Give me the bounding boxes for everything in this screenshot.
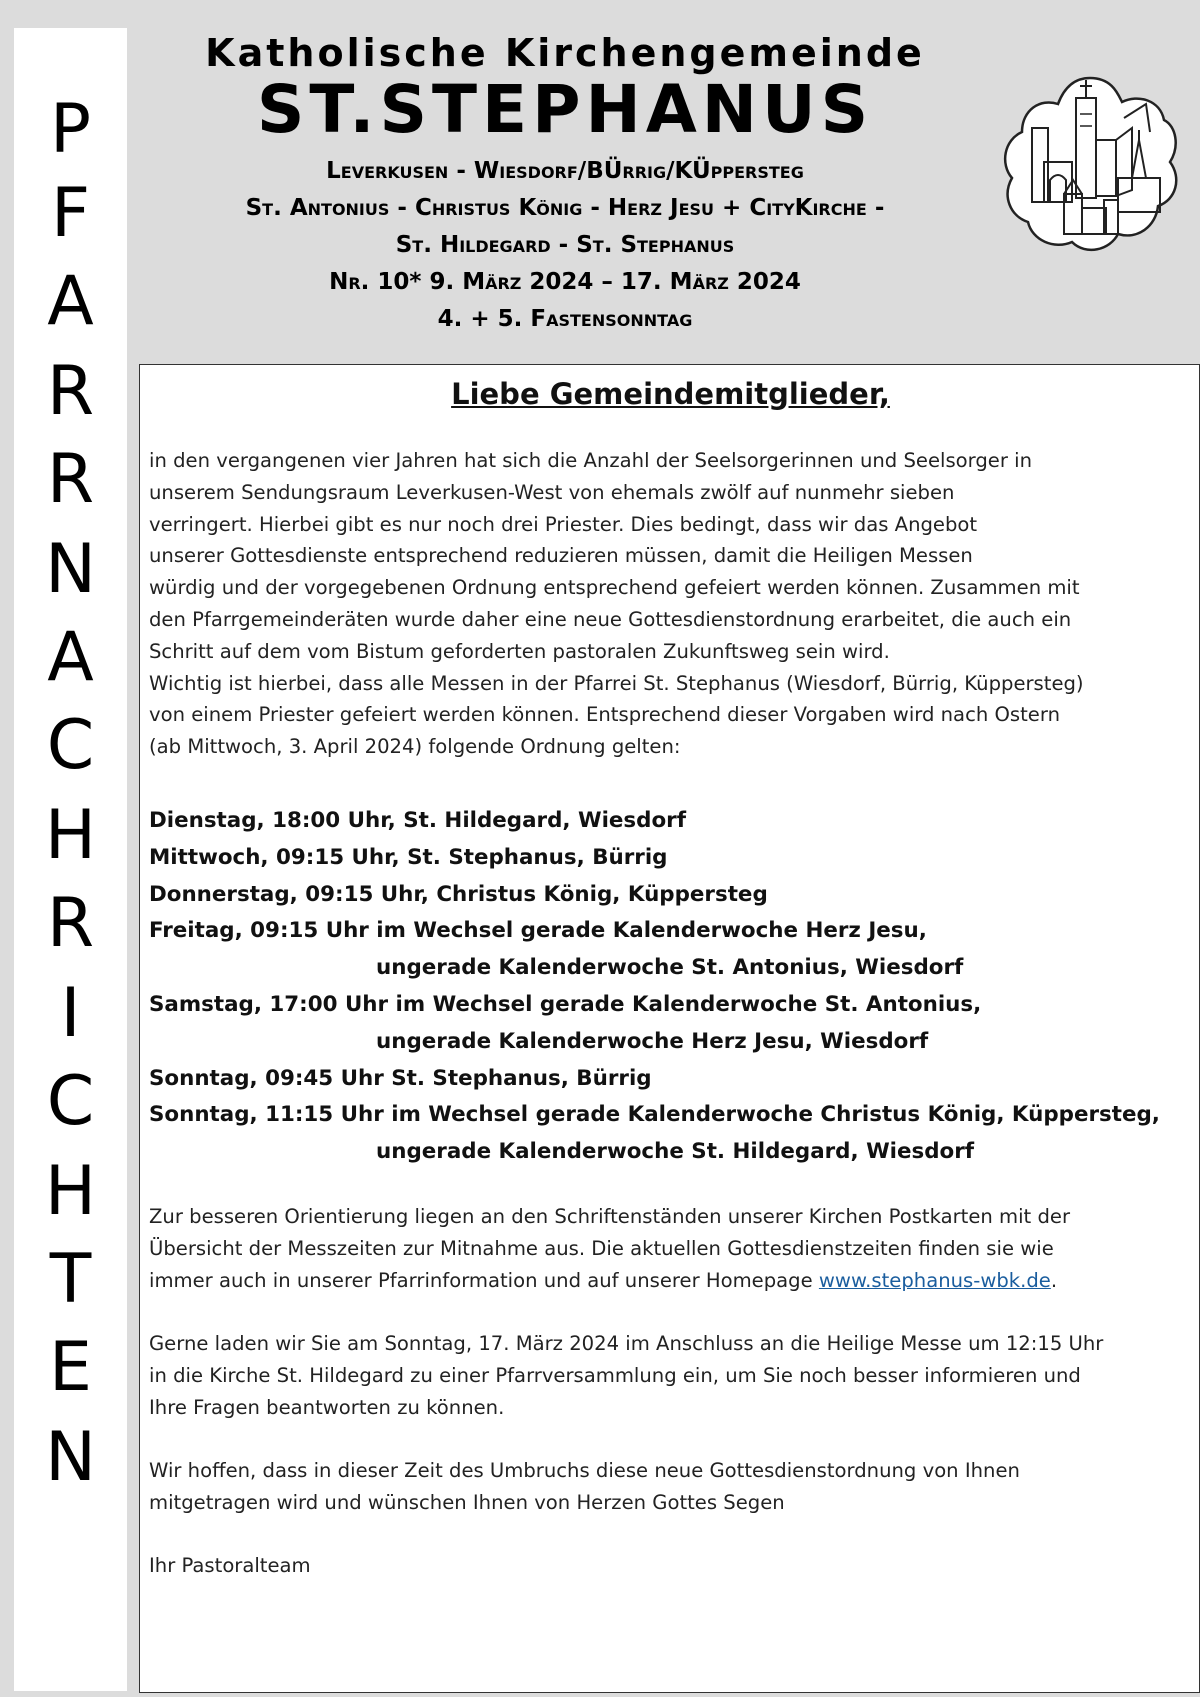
header-issue-dates: Nr. 10* 9. März 2024 – 17. März 2024 (329, 269, 801, 295)
schedule-line: Dienstag, 18:00 Uhr, St. Hildegard, Wiesdorf (149, 808, 687, 833)
schedule-line: ungerade Kalenderwoche St. Hildegard, Wiesdorf (376, 1139, 975, 1165)
churches-flower-logo-icon (1000, 70, 1180, 260)
orientation-line: Übersicht der Messzeiten zur Mitnahme aus. Die aktuellen Gottesdienstzeiten finden sie wie (149, 1236, 1054, 1260)
invitation-line: Gerne laden wir Sie am Sonntag, 17. März 2024 im Anschluss an die Heilige Messe um 12:15 Uhr (149, 1332, 1104, 1355)
intro-line: (ab Mittwoch, 3. April 2024) folgende Ordnung gelten: (149, 735, 681, 759)
schedule-line: Sonntag, 11:15 Uhr im Wechsel gerade Kalenderwoche Christus König, Küppersteg, (149, 1102, 1160, 1128)
side-title-letter: T (49, 1240, 92, 1319)
intro-line: Wichtig ist hierbei, dass alle Messen in der Pfarrei St. Stephanus (Wiesdorf, Bürrig, Küppersteg) (149, 671, 1084, 695)
mass-schedule (149, 803, 1199, 1171)
signature: Ihr Pastoralteam (149, 1554, 311, 1577)
intro-line: den Pfarrgemeinderäten wurde daher eine neue Gottesdienstordnung erarbeitet, die auch ein (149, 607, 1072, 631)
side-title-letter: C (46, 1062, 95, 1141)
intro-line: unserem Sendungsraum Leverkusen-West von ehemals zwölf auf nunmehr sieben (149, 480, 955, 504)
orientation-paragraph (149, 1201, 1194, 1296)
intro-line: verringert. Hierbei gibt es nur noch drei Priester. Dies bedingt, dass wir das Angebot (149, 512, 978, 536)
homepage-link[interactable]: www.stephanus-wbk.de (818, 1268, 1051, 1292)
schedule-line: Samstag, 17:00 Uhr im Wechsel gerade Kalenderwoche St. Antonius, (149, 991, 982, 1017)
side-title-letter: R (46, 884, 95, 963)
orientation-last-text: immer auch in unserer Pfarrinformation und auf unserer Homepage (149, 1268, 819, 1292)
letter-box (139, 364, 1200, 1693)
side-title-letter: N (45, 530, 96, 609)
side-title-letter: C (46, 706, 95, 785)
side-title-letter: P (49, 90, 91, 169)
side-title-letter: A (47, 262, 94, 341)
header-parish-type: Katholische Kirchengemeinde (205, 31, 925, 75)
intro-line: in den vergangenen vier Jahren hat sich die Anzahl der Seelsorgerinnen und Seelsorger in (149, 449, 1032, 472)
side-title-letter: F (50, 174, 91, 253)
orientation-period: . (1050, 1268, 1058, 1292)
side-title-letter: A (47, 618, 94, 697)
schedule-line: Sonntag, 09:45 Uhr St. Stephanus, Bürrig (149, 1065, 652, 1091)
header-churches-1: St. Antonius - Christus König - Herz Jesu + CityKirche - (245, 195, 885, 221)
side-title-letter: N (45, 1418, 96, 1497)
invitation-line: in die Kirche St. Hildegard zu einer Pfarrversammlung ein, um Sie noch besser informieren und (149, 1363, 1081, 1387)
header-churches-2: St. Hildegard - St. Stephanus (395, 232, 735, 258)
side-title-letter: H (44, 1152, 97, 1231)
hope-line: Wir hoffen, dass in dieser Zeit des Umbruchs diese neue Gottesdienstordnung von Ihnen (149, 1459, 1020, 1482)
orientation-line: Zur besseren Orientierung liegen an den Schriftenständen unserer Kirchen Postkarten mit der (149, 1205, 1071, 1228)
side-title-letter: H (44, 796, 97, 875)
side-title-letter: I (60, 974, 81, 1053)
schedule-line: ungerade Kalenderwoche Herz Jesu, Wiesdorf (376, 1028, 929, 1054)
schedule-line: Donnerstag, 09:15 Uhr, Christus König, Küppersteg (149, 881, 768, 907)
letter-title: Liebe Gemeindemitglieder, (451, 377, 890, 411)
hope-paragraph (149, 1455, 1194, 1519)
side-title-letter: E (49, 1328, 92, 1407)
schedule-line: Freitag, 09:15 Uhr im Wechsel gerade Kalenderwoche Herz Jesu, (149, 918, 927, 944)
schedule-line: ungerade Kalenderwoche St. Antonius, Wiesdorf (376, 955, 964, 981)
header-sundays: 4. + 5. Fastensonntag (437, 306, 693, 332)
header-locations: Leverkusen - Wiesdorf/BÜrrig/KÜppersteg (326, 158, 804, 184)
invitation-line: Ihre Fragen beantworten zu können. (149, 1395, 505, 1419)
side-title-strip (14, 28, 127, 1691)
intro-line: von einem Priester gefeiert werden können. Entsprechend dieser Vorgaben wird nach Ostern (149, 703, 1060, 727)
letter-intro (149, 445, 1194, 763)
intro-line: würdig und der vorgegebenen Ordnung entsprechend gefeiert werden können. Zusammen mit (149, 576, 1080, 600)
intro-line: Schritt auf dem vom Bistum geforderten pastoralen Zukunftsweg sein wird. (149, 639, 890, 663)
hope-line: mitgetragen wird und wünschen Ihnen von Herzen Gottes Segen (149, 1490, 785, 1514)
intro-line: unserer Gottesdienste entsprechend reduzieren müssen, damit die Heiligen Messen (149, 544, 973, 568)
orientation-last-line (149, 1265, 1194, 1297)
invitation-paragraph (149, 1328, 1194, 1423)
side-title-letter: R (46, 440, 95, 519)
schedule-line: Mittwoch, 09:15 Uhr, St. Stephanus, Bürrig (149, 844, 668, 870)
side-title-letter: R (46, 352, 95, 431)
header-parish-name: ST.STEPHANUS (256, 71, 874, 148)
